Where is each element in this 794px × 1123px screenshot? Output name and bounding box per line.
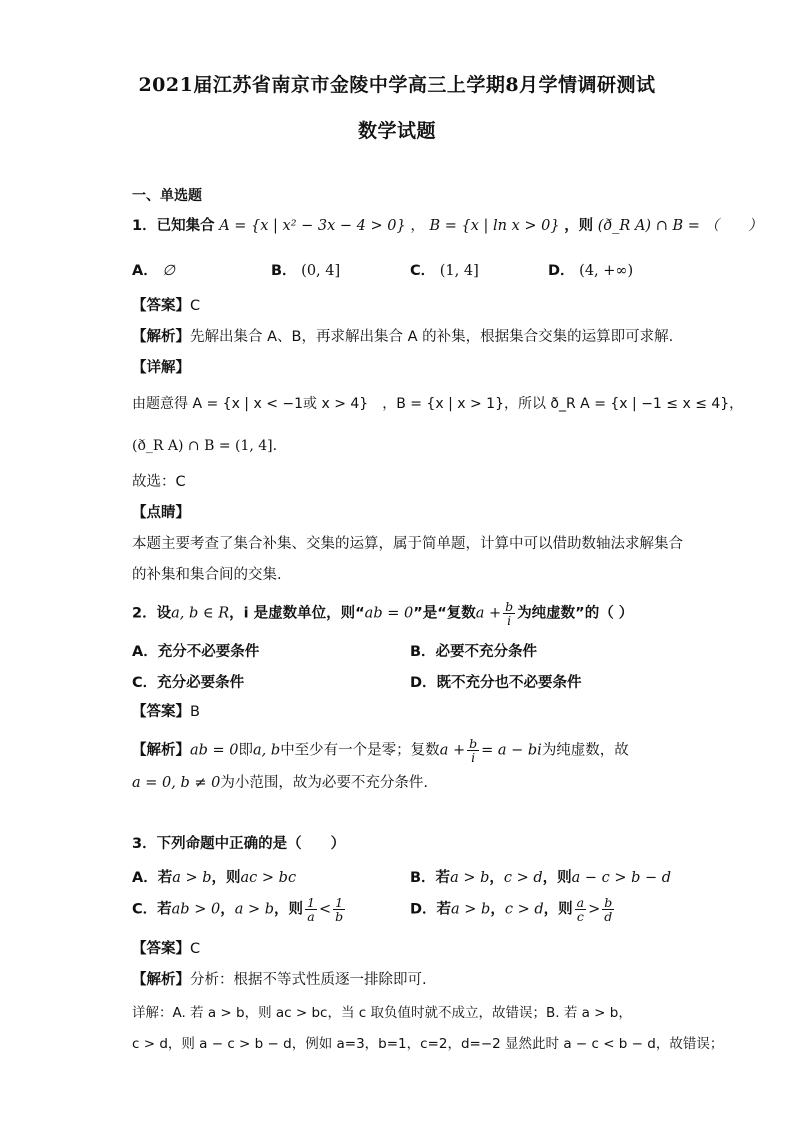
option-value: (4, +∞) [579,263,634,279]
option-lt: < [318,901,332,918]
answer-tag: 【答案】 [132,704,190,720]
question-3-detail-line2: c > d，则 a − c > b − d，例如 a=3，b=1，c=2，d=−2 显然此时 a − c < b − d，故错误； [132,1036,724,1052]
question-1-comment-line1: 本题主要考查了集合补集、交集的运算，属于简单题，计算中可以借助数轴法求解集合 [132,536,683,552]
answer-value: C [190,941,201,957]
option-label: D．若 [410,901,452,918]
option-mid: ，则 [273,901,303,918]
question-1-stem [132,216,762,236]
option-comma: ， [490,901,505,918]
option-mid: ，则 [211,870,241,886]
analysis-tag: 【解析】 [132,972,190,988]
option-label: B． [271,263,297,279]
question-2-cond: ab = 0 [364,605,414,622]
question-3-stem: 3．下列命题中正确的是（ ） [132,836,346,852]
question-2-suffix: 为纯虚数”的（ ） [517,605,634,622]
question-1-detail-line2: (ð_R A) ∩ B = (1, 4]. [132,438,278,454]
fraction-denominator: a [307,909,315,924]
question-3-option-c [132,896,347,923]
option-cond-1: a > b [450,870,490,886]
option-value: ∅ [162,263,175,279]
option-fraction-2 [333,896,345,923]
question-2-analysis-line2 [132,773,428,793]
document-title-line1: 2021届江苏省南京市金陵中学高三上学期8月学情调研测试 [138,74,656,96]
analysis-math-4: = a − bi [481,742,542,759]
question-2-stem [132,600,633,627]
analysis-text-4: 为小范围，故为必要不充分条件. [220,775,428,791]
question-1-sep2: ，则 [564,218,594,234]
question-1-choose: 故选：C [132,474,186,490]
fraction-denominator: i [507,613,512,628]
option-comma: ， [489,870,504,886]
question-3-option-d [410,896,616,923]
question-2-fraction [503,600,515,627]
question-1-ask: (ð_R A) ∩ B = （ ） [597,218,763,234]
question-1-option-c [410,259,479,280]
answer-value: C [190,298,201,314]
question-3-answer [132,939,200,959]
option-value: (0, 4] [301,263,341,279]
option-cond-2: c > d [504,901,544,918]
question-3-option-b [410,866,671,887]
option-fraction-2 [602,896,614,923]
question-2-option-c: C．充分必要条件 [132,675,245,691]
option-label: C．若 [132,901,172,918]
question-1-set-a: A = {x | x² − 3x − 4 > 0} [219,218,406,234]
analysis-math-2: a, b [253,742,281,759]
analysis-fraction [467,737,479,764]
option-label: B．若 [410,870,451,886]
section-heading-single-choice: 一、单选题 [132,188,202,204]
fraction-denominator: i [471,750,476,765]
question-3-option-a [132,866,296,887]
option-fraction-1 [575,896,586,923]
option-value: (1, 4] [439,263,479,279]
question-2-answer [132,702,200,722]
fraction-numerator: 1 [306,895,315,910]
fraction-numerator: 1 [335,895,344,910]
question-2-option-d: D．既不充分也不必要条件 [410,675,582,691]
document-title-line2: 数学试题 [357,120,436,142]
question-1-option-b [271,259,340,280]
question-1-answer [132,296,200,316]
question-3-analysis [132,970,427,990]
question-1-comment-line2: 的补集和集合间的交集. [132,567,282,583]
fraction-numerator: b [604,895,613,910]
analysis-math-3: a + [439,742,466,759]
question-1-detail-line1: 由题意得 A = {x | x < −1或 x > 4} ，B = {x | x > 1}，所以 ð_R A = {x | −1 ≤ x ≤ 4}， [132,396,744,412]
option-label: C． [410,263,436,279]
analysis-tag: 【解析】 [132,742,190,759]
option-cond-1: ab > 0 [171,901,221,918]
answer-value: B [190,704,200,720]
analysis-math-5: a = 0, b ≠ 0 [132,775,221,791]
analysis-text-2: 中至少有一个是零；复数 [280,742,440,759]
question-2-mid: ，i 是虚数单位，则“ [229,605,365,622]
analysis-text-1: 即 [238,742,254,759]
fraction-numerator: a [576,895,585,910]
fraction-denominator: c [576,909,584,924]
option-cond-1: a > b [451,901,491,918]
analysis-tag: 【解析】 [132,329,190,345]
fraction-denominator: b [335,909,344,924]
question-2-option-a: A．充分不必要条件 [132,644,260,660]
question-1-comment-tag: 【点睛】 [132,505,190,521]
option-cond: a > b [172,870,212,886]
analysis-text: 分析：根据不等式性质逐一排除即可. [190,972,427,988]
option-label: D． [548,263,575,279]
option-mid: ，则 [542,870,572,886]
option-result: a − c > b − d [571,870,672,886]
option-label: A．若 [132,870,173,886]
question-2-vars: a, b ∈ R [171,605,230,622]
option-comma: ， [220,901,235,918]
option-result: ac > bc [240,870,297,886]
option-cond-2: c > d [503,870,543,886]
question-2-analysis-line1 [132,737,629,764]
question-2-expr: a + [475,605,502,622]
analysis-math-1: ab = 0 [190,742,239,759]
analysis-text-3: 为纯虚数，故 [541,742,629,759]
question-1-number: 1．已知集合 [132,218,215,234]
option-cond-2: a > b [234,901,274,918]
option-mid: ，则 [543,901,573,918]
question-1-option-d [548,259,633,280]
question-2-option-b: B．必要不充分条件 [410,644,538,660]
fraction-numerator: b [505,599,514,614]
question-1-analysis [132,327,673,347]
question-2-mid2: ”是“复数 [413,605,476,622]
question-1-option-a [132,259,175,280]
answer-tag: 【答案】 [132,941,190,957]
question-1-detail-tag: 【详解】 [132,360,190,376]
option-fraction-1 [305,896,317,923]
answer-tag: 【答案】 [132,298,190,314]
option-label: A． [132,263,158,279]
question-2-number: 2．设 [132,605,172,622]
fraction-numerator: b [469,736,478,751]
option-gt: > [588,901,601,918]
question-1-set-b: B = {x | ln x > 0} [429,218,560,234]
fraction-denominator: d [604,909,613,924]
analysis-text: 先解出集合 A、B，再求解出集合 A 的补集，根据集合交集的运算即可求解. [190,329,674,345]
question-3-detail-line1: 详解：A. 若 a > b，则 ac > bc，当 c 取负值时就不成立，故错误；B. 若 a > b， [132,1005,632,1021]
question-1-sep1: ， [410,218,425,234]
